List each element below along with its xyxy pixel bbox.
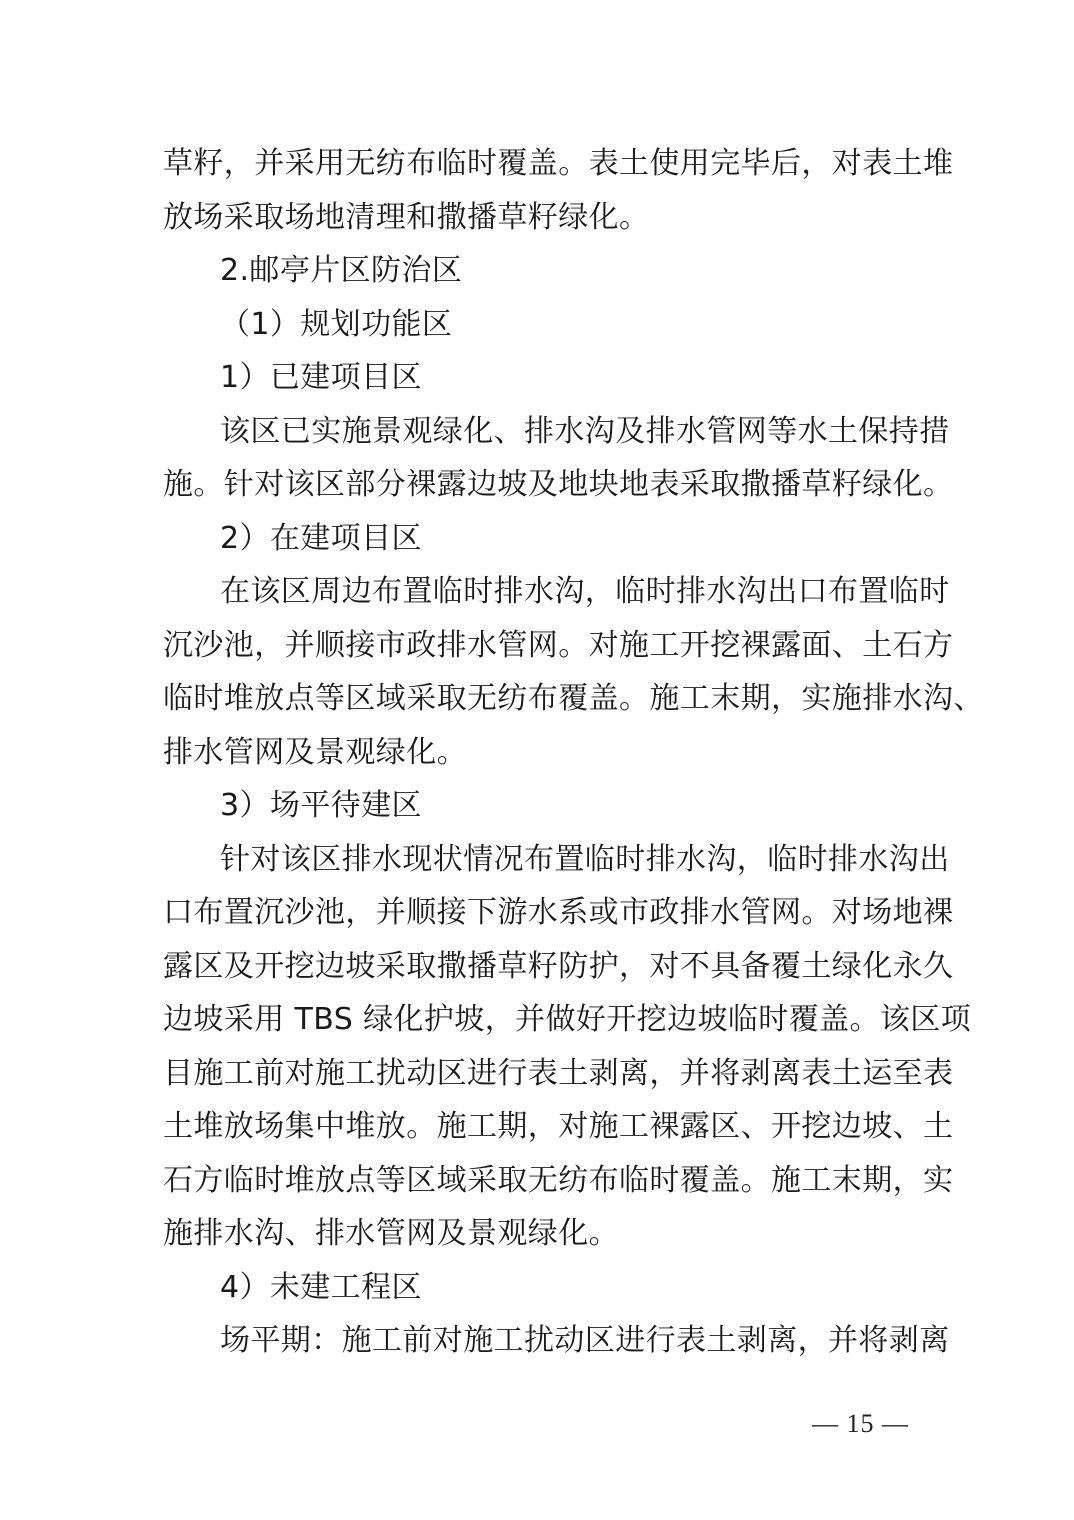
text-line: 施。针对该区部分裸露边坡及地块地表采取撒播草籽绿化。 bbox=[163, 467, 954, 502]
text-line: 沉沙池，并顺接市政排水管网。对施工开挖裸露面、土石方 bbox=[163, 627, 954, 663]
text-line: 2.邮亭片区防治区 bbox=[220, 253, 463, 288]
text-line: 石方临时堆放点等区域采取无纺布临时覆盖。施工末期，实 bbox=[163, 1162, 954, 1198]
text-line: 在该区周边布置临时排水沟，临时排水沟出口布置临时 bbox=[220, 574, 950, 609]
text-line: 该区已实施景观绿化、排水沟及排水管网等水土保持措 bbox=[220, 413, 950, 449]
text-line: 场平期：施工前对施工扰动区进行表土剥离，并将剥离 bbox=[220, 1323, 950, 1358]
text-line: 2）在建项目区 bbox=[220, 520, 422, 556]
text-line: 4）未建工程区 bbox=[220, 1269, 422, 1305]
text-line: 口布置沉沙池，并顺接下游水系或市政排水管网。对场地裸 bbox=[163, 895, 954, 930]
text-line: 草籽，并采用无纺布临时覆盖。表土使用完毕后，对表土堆 bbox=[163, 146, 954, 181]
text-line: 1）已建项目区 bbox=[220, 360, 422, 395]
text-line: 3）场平待建区 bbox=[220, 788, 422, 823]
text-line: 排水管网及景观绿化。 bbox=[163, 734, 467, 770]
document-body bbox=[163, 137, 984, 1368]
text-line: 针对该区排水现状情况布置临时排水沟，临时排水沟出 bbox=[220, 841, 950, 877]
text-line: 边坡采用 TBS 绿化护坡，并做好开挖边坡临时覆盖。该区项 bbox=[163, 1002, 972, 1037]
text-line: 施排水沟、排水管网及景观绿化。 bbox=[163, 1216, 619, 1251]
page-number: — 15 — bbox=[812, 1409, 909, 1438]
text-line: （1）规划功能区 bbox=[220, 306, 453, 342]
text-line: 临时堆放点等区域采取无纺布覆盖。施工末期，实施排水沟、 bbox=[163, 681, 984, 716]
text-line: 放场采取场地清理和撒播草籽绿化。 bbox=[163, 199, 650, 235]
text-line: 露区及开挖边坡采取撒播草籽防护，对不具备覆土绿化永久 bbox=[163, 948, 954, 984]
text-line: 目施工前对施工扰动区进行表土剥离，并将剥离表土运至表 bbox=[163, 1055, 954, 1091]
text-line: 土堆放场集中堆放。施工期，对施工裸露区、开挖边坡、土 bbox=[163, 1109, 954, 1144]
